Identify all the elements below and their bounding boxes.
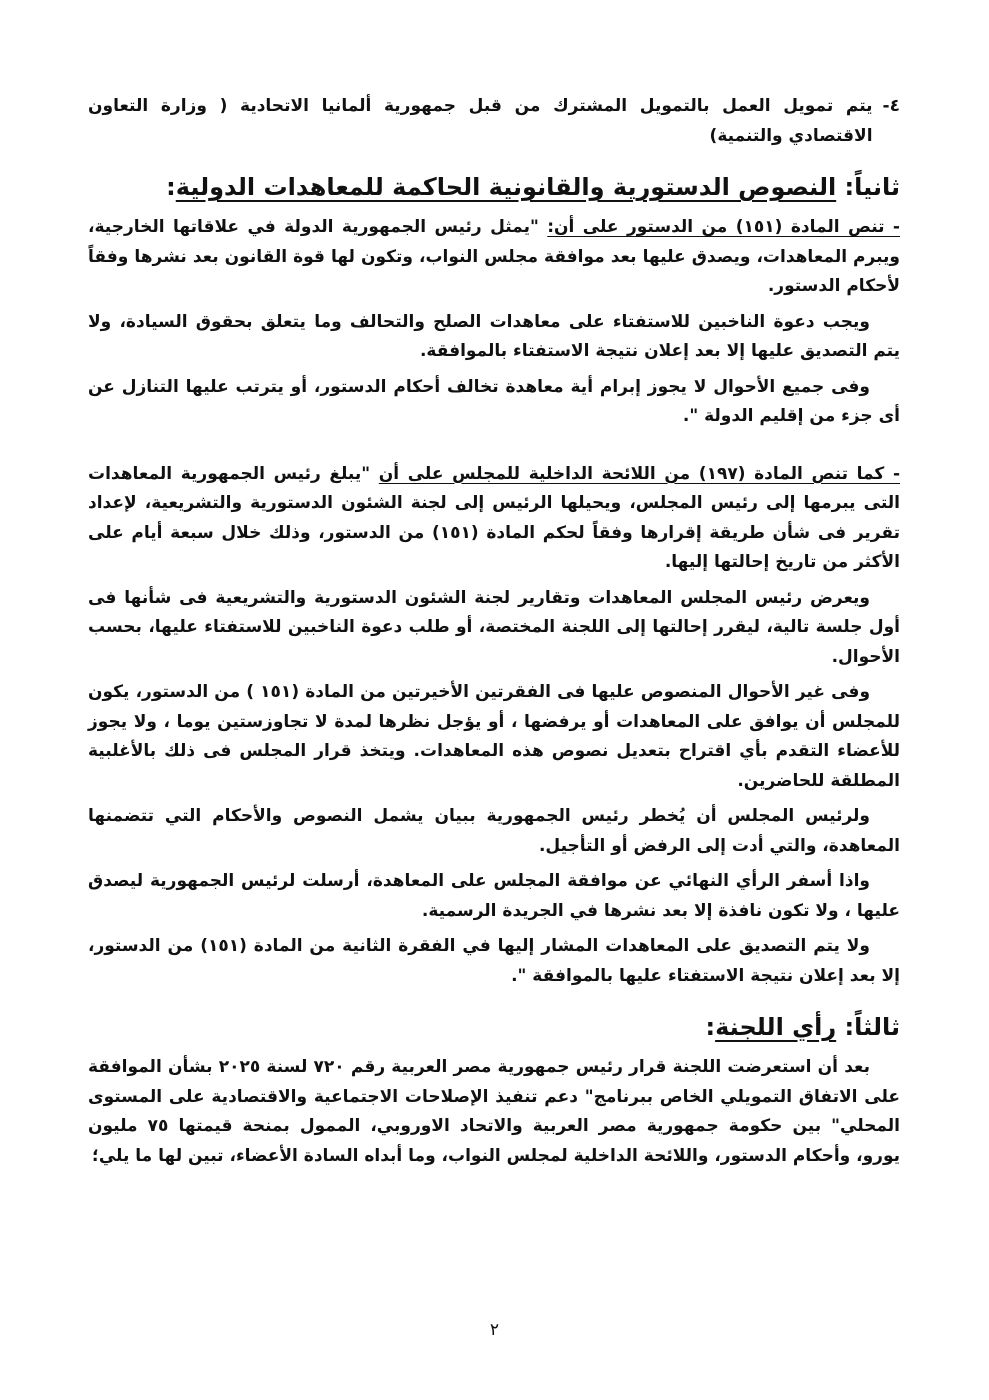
- list-item-text: يتم تمويل العمل بالتمويل المشترك من قبل جمهورية ألمانيا الاتحادية ( وزارة التعاون الاقتصادي والتنمية): [88, 96, 873, 146]
- article-151-paragraph-3: وفى جميع الأحوال لا يجوز إبرام أية معاهدة تخالف أحكام الدستور، أو يترتب عليها التنازل عن أى جزء من إقليم الدولة ".: [88, 376, 900, 426]
- document-page: [88, 92, 900, 1177]
- section-heading-tail: :: [166, 173, 176, 201]
- article-197-paragraph: [88, 460, 900, 578]
- article-197-paragraph-2: ويعرض رئيس المجلس المعاهدات وتقارير لجنة الشئون الدستورية والتشريعية فى شأنها فى أول جلسة تالية، ليقرر إحالتها إلى اللجنة المختصة، أو طلب دعوة الناخبين للاستفتاء عليها، بحسب الأحوال.: [88, 587, 900, 667]
- committee-opinion-paragraph: بعد أن استعرضت اللجنة قرار رئيس جمهورية مصر العربية رقم ٧٢٠ لسنة ٢٠٢٥ بشأن الموافقة على الاتفاق التمويلي الخاص ببرنامج" دعم تنفيذ الإصلاحات الاجتماعية والاقتصادية على المستوى المحلي" بين حكومة جمهورية مصر العربية والاتحاد الاوروبي، الممول بمنحة قيمتها ٧٥ مليون يورو، وأحكام الدستور، واللائحة الداخلية لمجلس النواب، وما أبداه السادة الأعضاء، تبين لها ما يلي؛: [88, 1057, 900, 1166]
- article-151-paragraph-2: ويجب دعوة الناخبين للاستفتاء على معاهدات الصلح والتحالف وما يتعلق بحقوق السيادة، ولا يتم التصديق عليها إلا بعد إعلان نتيجة الاستفتاء بالموافقة.: [88, 311, 900, 361]
- article-197-quote: "يبلغ رئيس الجمهورية المعاهدات التى يبرمها إلى رئيس المجلس، ويحيلها الرئيس إلى لجنة الشئون الدستورية والتشريعية، لإعداد تقرير فى شأن طريقة إقرارها وفقاً لحكم المادة (١٥١) من الدستور، وذلك خلال سبعة أيام على الأكثر من تاريخ إحالتها إليها.: [88, 463, 900, 572]
- article-197-paragraph-6: ولا يتم التصديق على المعاهدات المشار إليها في الفقرة الثانية من المادة (١٥١) من الدستور، إلا بعد إعلان نتيجة الاستفتاء عليها بالموافقة ".: [88, 936, 900, 986]
- article-197-paragraph-4: ولرئيس المجلس أن يُخطر رئيس الجمهورية ببيان يشمل النصوص والأحكام التي تتضمنها المعاهدة، والتي أدت إلى الرفض أو التأجيل.: [88, 806, 900, 856]
- article-197-paragraph-5: واذا أسفر الرأي النهائي عن موافقة المجلس على المعاهدة، أرسلت لرئيس الجمهورية ليصدق عليها ، ولا تكون نافذة إلا بعد نشرها في الجريدة الرسمية.: [88, 871, 900, 921]
- article-197-paragraph-3: وفى غير الأحوال المنصوص عليها فى الفقرتين الأخيرتين من المادة (١٥١ ) من الدستور، يكون للمجلس أن يوافق على المعاهدات أو يرفضها ، أو يؤجل نظرها لمدة لا تجاوزستين يوما ، ولا يجوز للأعضاء التقدم بأي اقتراح بتعديل نصوص هذه المعاهدات. ويتخذ قرار المجلس فى ذلك بالأغلبية المطلقة للحاضرين.: [88, 682, 900, 791]
- article-151-quote: "يمثل رئيس الجمهورية الدولة في علاقاتها الخارجية، ويبرم المعاهدات، ويصدق عليها بعد موافقة مجلس النواب، وتكون لها قوة القانون بعد نشرها وفقاً لأحكام الدستور.: [88, 217, 900, 296]
- list-item-number: ٤-: [882, 96, 900, 116]
- page-number: ٢: [489, 1320, 500, 1340]
- section-heading-2: [88, 169, 900, 205]
- article-151-paragraph: [88, 213, 900, 302]
- article-197-lead: - كما تنص المادة (١٩٧) من اللائحة الداخلية للمجلس على أن: [378, 463, 901, 484]
- section-heading-3: [88, 1009, 900, 1045]
- section-heading-title: رأي اللجنة: [715, 1013, 837, 1041]
- article-151-lead: - تنص المادة (١٥١) من الدستور على أن:: [547, 217, 900, 237]
- section-heading-prefix: ثالثاً:: [844, 1013, 900, 1041]
- section-heading-tail: :: [705, 1013, 716, 1041]
- section-heading-prefix: ثانياً:: [844, 173, 900, 201]
- list-item-4: [88, 92, 900, 151]
- section-heading-title: النصوص الدستورية والقانونية الحاكمة للمعاهدات الدولية: [175, 173, 837, 201]
